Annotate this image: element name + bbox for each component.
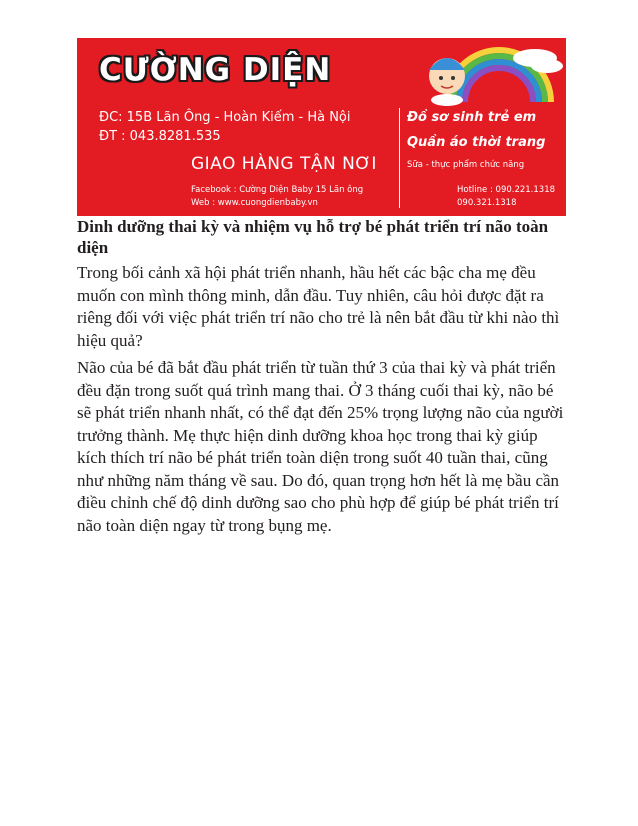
- hotline-1: Hotline : 090.221.1318: [457, 185, 556, 195]
- website-info: Web : www.cuongdienbaby.vn: [191, 198, 318, 208]
- store-address: ĐC: 15B Lãn Ông - Hoàn Kiếm - Hà Nội: [99, 110, 351, 125]
- hotline-2: 090.321.1318: [457, 198, 517, 208]
- delivery-slogan: GIAO HÀNG TẬN NƠI: [191, 154, 377, 174]
- article: [77, 216, 567, 537]
- article-paragraph-1: Trong bối cảnh xã hội phát triển nhanh, hầu hết các bậc cha mẹ đều muốn con mình thông minh, dẫn đầu. Tuy nhiên, câu hỏi được đặt ra riêng đối với việc phát triển trí não cho trẻ là nên bắt đầu từ khi nào thì hiệu quả?: [77, 263, 560, 350]
- store-brand-name: CƯỜNG DIỆN: [99, 52, 332, 88]
- store-banner: [77, 38, 566, 216]
- product-line-milk: Sữa - thực phẩm chức năng: [407, 160, 525, 170]
- rainbow-baby-mascot-icon: [407, 40, 565, 106]
- article-title: Dinh dưỡng thai kỳ và nhiệm vụ hỗ trợ bé phát triển trí não toàn diện: [77, 217, 549, 257]
- banner-divider: [399, 108, 400, 208]
- product-line-baby: Đồ sơ sinh trẻ em: [407, 110, 537, 125]
- facebook-info: Facebook : Cường Diện Baby 15 Lãn ông: [191, 185, 364, 195]
- article-paragraph-2: Não của bé đã bắt đầu phát triển từ tuần thứ 3 của thai kỳ và phát triển đều đặn trong suốt quá trình mang thai. Ở 3 tháng cuối thai kỳ, não bé sẽ phát triển nhanh nhất, có thể đạt đến 25% trọng lượng não của người trưởng thành. Mẹ thực hiện dinh dưỡng khoa học trong thai kỳ giúp kích thích trí não bé phát triển toàn diện trong suốt 40 tuần thai, cũng như những năm tháng về sau. Do đó, quan trọng hơn hết là mẹ bầu cần điều chỉnh chế độ dinh dưỡng sao cho phù hợp để giúp bé phát triển trí não toàn diện ngay từ trong bụng mẹ.: [77, 358, 564, 535]
- store-phone: ĐT : 043.8281.535: [99, 129, 221, 144]
- product-line-fashion: Quần áo thời trang: [407, 135, 546, 150]
